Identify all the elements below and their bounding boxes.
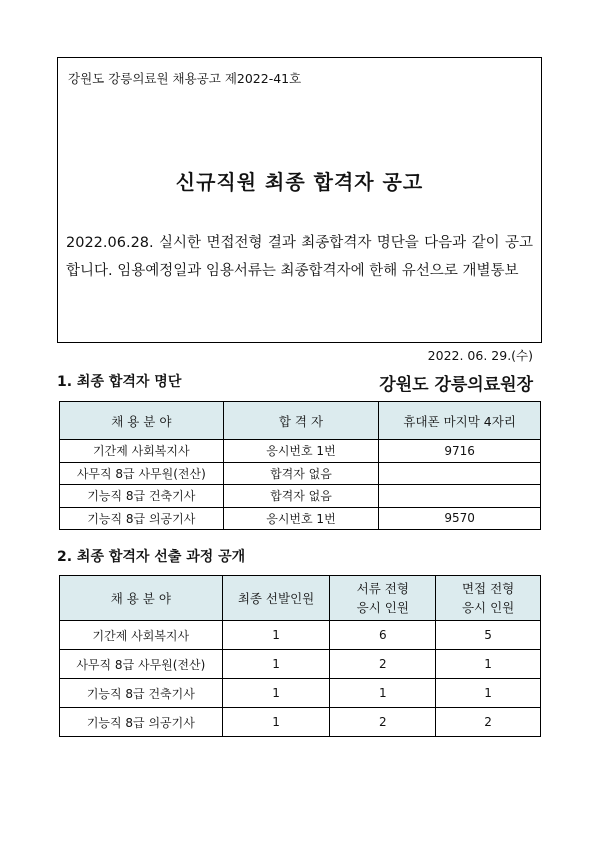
cell-final-selected: 1 <box>222 708 330 737</box>
section2-title: 2. 최종 합격자 선출 과정 공개 <box>57 549 246 565</box>
table-row <box>60 679 541 708</box>
cell-interview-applicants: 5 <box>436 621 541 650</box>
table-row <box>60 708 541 737</box>
final-passers-table <box>59 401 541 530</box>
notice-date: 2022. 06. 29.(수) <box>427 348 533 363</box>
header-line: 응시 인원 <box>356 600 409 615</box>
table-row <box>60 462 541 485</box>
header-line: 응시 인원 <box>461 600 515 615</box>
table-header-row <box>60 576 541 621</box>
cell-field: 기능직 8급 건축기사 <box>60 485 224 508</box>
header-line: 면접 전형 <box>461 581 515 596</box>
header-cell-field: 채 용 분 야 <box>60 402 224 440</box>
cell-phone-last4 <box>379 462 541 485</box>
cell-field: 사무직 8급 사무원(전산) <box>60 462 224 485</box>
header-cell-document-applicants <box>330 576 436 621</box>
notice-body: 2022.06.28. 실시한 면접전형 결과 최종합격자 명단을 다음과 같이 공고합니다. 임용예정일과 임용서류는 최종합격자에 한해 유선으로 개별통보 <box>66 235 533 279</box>
cell-passer: 응시번호 1번 <box>223 440 379 463</box>
cell-phone-last4: 9716 <box>379 440 541 463</box>
cell-final-selected: 1 <box>222 621 330 650</box>
cell-phone-last4 <box>379 485 541 508</box>
header-cell-phone-last4: 휴대폰 마지막 4자리 <box>379 402 541 440</box>
table-row <box>60 485 541 508</box>
cell-field: 기능직 8급 의공기사 <box>60 708 223 737</box>
table-header-row <box>60 402 541 440</box>
selection-process-table <box>59 575 541 737</box>
table-row <box>60 621 541 650</box>
header-line: 서류 전형 <box>356 581 409 596</box>
cell-interview-applicants: 2 <box>436 708 541 737</box>
cell-field: 기간제 사회복지사 <box>60 621 223 650</box>
cell-document-applicants: 2 <box>330 650 436 679</box>
cell-field: 기능직 8급 의공기사 <box>60 507 224 530</box>
header-cell-interview-applicants <box>436 576 541 621</box>
header-line: 채 용 분 야 <box>110 590 171 606</box>
notice-issuer: 강원도 강릉의료원장 <box>379 375 533 395</box>
header-cell-final-selected <box>222 576 330 621</box>
header-line: 최종 선발인원 <box>237 590 315 606</box>
cell-interview-applicants: 1 <box>436 650 541 679</box>
cell-passer: 응시번호 1번 <box>223 507 379 530</box>
cell-document-applicants: 1 <box>330 679 436 708</box>
table-row <box>60 650 541 679</box>
cell-passer: 합격자 없음 <box>223 485 379 508</box>
notice-number: 강원도 강릉의료원 채용공고 제2022-41호 <box>68 71 302 86</box>
table-row <box>60 440 541 463</box>
cell-phone-last4: 9570 <box>379 507 541 530</box>
cell-document-applicants: 2 <box>330 708 436 737</box>
cell-document-applicants: 6 <box>330 621 436 650</box>
cell-final-selected: 1 <box>222 650 330 679</box>
notice-title: 신규직원 최종 합격자 공고 <box>175 170 424 194</box>
cell-field: 기간제 사회복지사 <box>60 440 224 463</box>
cell-field: 기능직 8급 건축기사 <box>60 679 223 708</box>
cell-field: 사무직 8급 사무원(전산) <box>60 650 223 679</box>
cell-passer: 합격자 없음 <box>223 462 379 485</box>
cell-final-selected: 1 <box>222 679 330 708</box>
table-row <box>60 507 541 530</box>
header-cell-passer: 합 격 자 <box>223 402 379 440</box>
header-cell-field <box>60 576 223 621</box>
cell-interview-applicants: 1 <box>436 679 541 708</box>
section1-title: 1. 최종 합격자 명단 <box>57 374 182 390</box>
